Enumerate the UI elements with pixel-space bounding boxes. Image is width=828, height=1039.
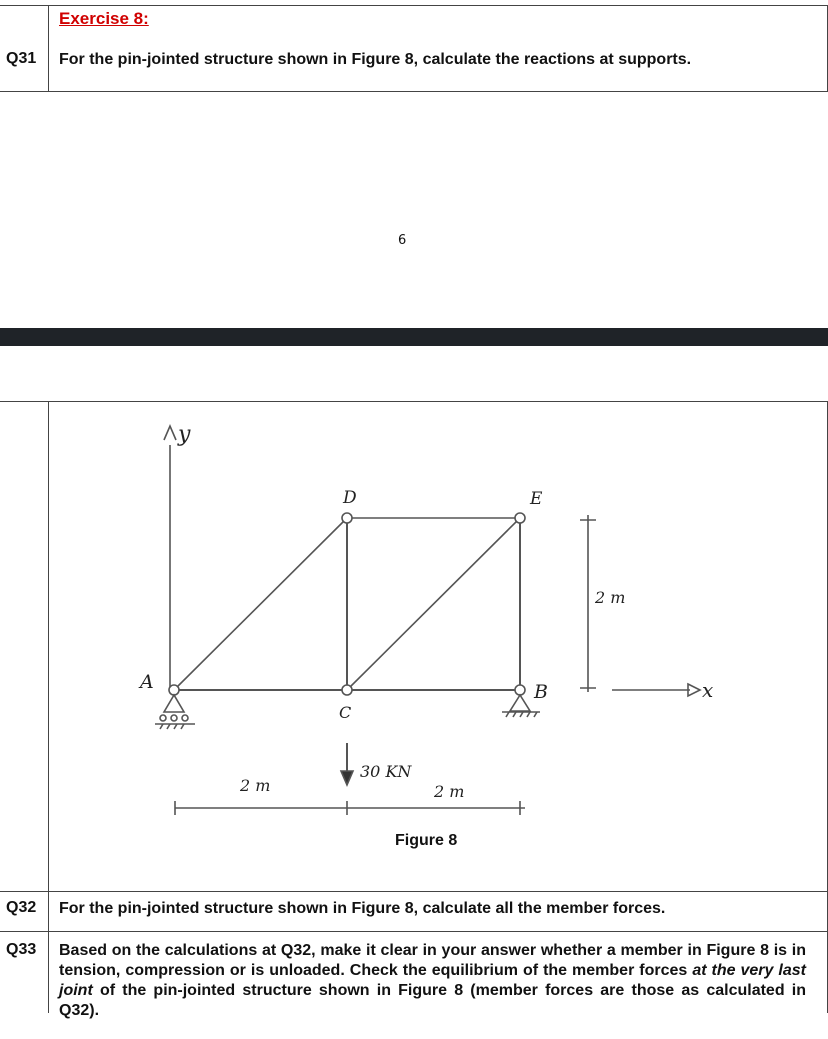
roller-support-A — [164, 695, 184, 712]
member-A-D — [174, 518, 347, 690]
node-label-E: E — [530, 489, 543, 509]
member-C-E — [347, 518, 520, 690]
q32-text: For the pin-jointed structure shown in Figure 8, calculate all the member forces. — [59, 900, 666, 917]
axis-y-label: y — [178, 422, 191, 447]
q31-number: Q31 — [6, 50, 37, 67]
axis-x-label: x — [702, 678, 714, 702]
exercise-title: Exercise 8: — [59, 9, 149, 28]
node-label-B: B — [534, 681, 548, 703]
joint-D — [342, 513, 352, 523]
pin-support-B — [510, 695, 530, 711]
load-label: 30 KN — [360, 762, 412, 781]
figure-caption: Figure 8 — [395, 832, 458, 849]
roller-wheel — [160, 715, 166, 721]
q33-text-part1: Based on the calculations at Q32, make it clear in your answer whether a member in Figure 8 is in tension, compression or is unloaded. Check the equilibrium of the member forces — [59, 942, 806, 979]
node-label-A: A — [140, 671, 154, 693]
q33-text-part2: of the pin-jointed structure shown in Figure 8 (member forces are those as calculated in Q32). — [59, 982, 806, 1019]
node-label-D: D — [343, 488, 357, 508]
dimension-label-height: 2 m — [595, 588, 626, 607]
q32-number: Q32 — [6, 899, 37, 916]
q33-number: Q33 — [6, 941, 37, 958]
q33-text-emphasis: at the very last joint — [59, 962, 806, 999]
q31-text: For the pin-jointed structure shown in Figure 8, calculate the reactions at supports. — [59, 51, 692, 68]
q33-text — [59, 941, 806, 1021]
dimension-label-left: 2 m — [240, 776, 271, 795]
joint-C — [342, 685, 352, 695]
joint-E — [515, 513, 525, 523]
node-label-C: C — [339, 703, 352, 722]
roller-wheel — [182, 715, 188, 721]
y-axis-arrow — [164, 426, 176, 440]
roller-wheel — [171, 715, 177, 721]
dimension-label-right: 2 m — [434, 782, 465, 801]
page-number: 6 — [398, 233, 407, 248]
load-arrow-head — [341, 771, 353, 785]
